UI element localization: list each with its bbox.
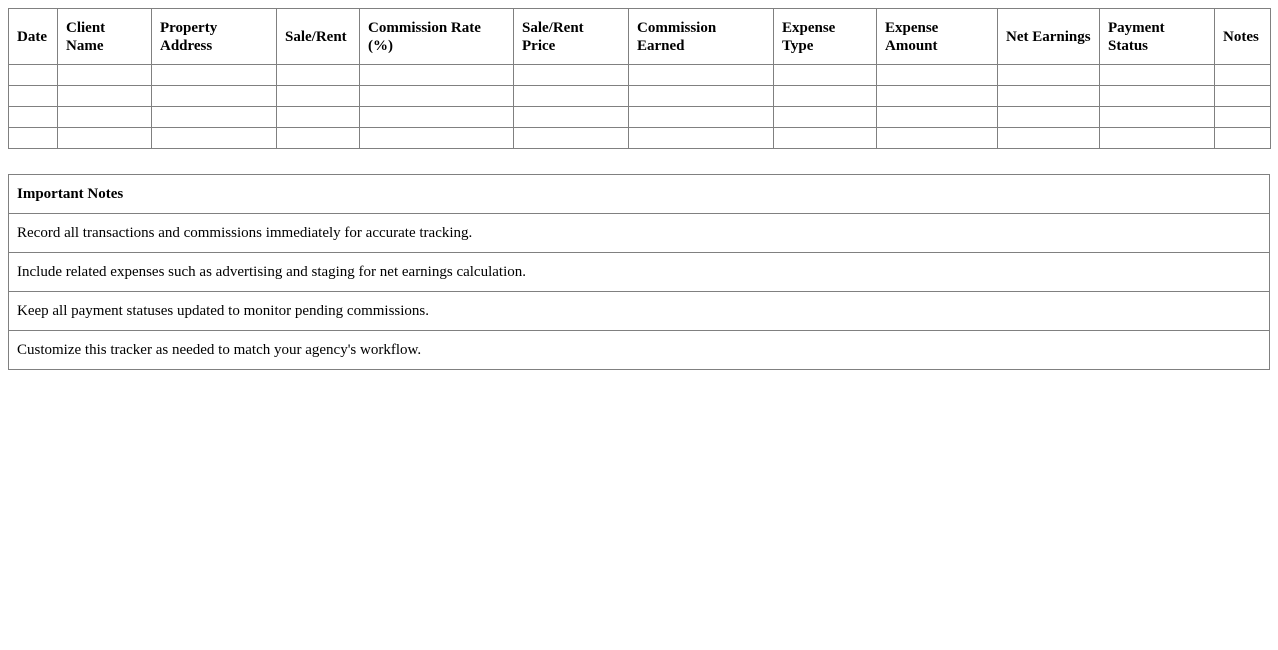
column-header-commission-rate: Commission Rate (%) <box>360 9 514 65</box>
table-row <box>9 65 1271 86</box>
cell-payment-status[interactable] <box>1100 86 1215 107</box>
cell-client-name[interactable] <box>58 65 152 86</box>
cell-client-name[interactable] <box>58 86 152 107</box>
column-header-sale-rent: Sale/Rent <box>277 9 360 65</box>
cell-date[interactable] <box>9 107 58 128</box>
notes-row <box>9 214 1270 253</box>
cell-commission-earned[interactable] <box>629 65 774 86</box>
cell-expense-type[interactable] <box>774 128 877 149</box>
column-header-commission-earned: Commission Earned <box>629 9 774 65</box>
cell-commission-earned[interactable] <box>629 86 774 107</box>
note-item: Customize this tracker as needed to match your agency's workflow. <box>9 331 1270 370</box>
note-item: Include related expenses such as advertising and staging for net earnings calculation. <box>9 253 1270 292</box>
cell-commission-rate[interactable] <box>360 128 514 149</box>
cell-sale-rent-price[interactable] <box>514 86 629 107</box>
commission-tracker-table <box>8 8 1271 149</box>
note-item: Record all transactions and commissions immediately for accurate tracking. <box>9 214 1270 253</box>
cell-expense-amount[interactable] <box>877 128 998 149</box>
cell-property-address[interactable] <box>152 65 277 86</box>
cell-sale-rent-price[interactable] <box>514 107 629 128</box>
cell-sale-rent-price[interactable] <box>514 128 629 149</box>
column-header-net-earnings: Net Earnings <box>998 9 1100 65</box>
cell-date[interactable] <box>9 65 58 86</box>
notes-title: Important Notes <box>9 175 1270 214</box>
notes-row <box>9 253 1270 292</box>
note-item: Keep all payment statuses updated to monitor pending commissions. <box>9 292 1270 331</box>
cell-net-earnings[interactable] <box>998 86 1100 107</box>
cell-commission-rate[interactable] <box>360 107 514 128</box>
column-header-payment-status: Payment Status <box>1100 9 1215 65</box>
cell-commission-rate[interactable] <box>360 65 514 86</box>
cell-expense-type[interactable] <box>774 86 877 107</box>
table-row <box>9 107 1271 128</box>
column-header-property-address: Property Address <box>152 9 277 65</box>
cell-property-address[interactable] <box>152 128 277 149</box>
cell-property-address[interactable] <box>152 86 277 107</box>
cell-commission-earned[interactable] <box>629 128 774 149</box>
notes-header-row <box>9 175 1270 214</box>
cell-sale-rent-price[interactable] <box>514 65 629 86</box>
cell-notes[interactable] <box>1215 107 1271 128</box>
cell-expense-type[interactable] <box>774 107 877 128</box>
notes-row <box>9 331 1270 370</box>
cell-expense-type[interactable] <box>774 65 877 86</box>
cell-date[interactable] <box>9 128 58 149</box>
cell-payment-status[interactable] <box>1100 65 1215 86</box>
important-notes-table <box>8 174 1270 370</box>
cell-date[interactable] <box>9 86 58 107</box>
table-row <box>9 128 1271 149</box>
cell-sale-rent[interactable] <box>277 65 360 86</box>
notes-row <box>9 292 1270 331</box>
cell-net-earnings[interactable] <box>998 65 1100 86</box>
cell-payment-status[interactable] <box>1100 128 1215 149</box>
cell-expense-amount[interactable] <box>877 65 998 86</box>
column-header-sale-rent-price: Sale/Rent Price <box>514 9 629 65</box>
column-header-client-name: Client Name <box>58 9 152 65</box>
cell-client-name[interactable] <box>58 128 152 149</box>
table-row <box>9 86 1271 107</box>
header-row <box>9 9 1271 65</box>
cell-net-earnings[interactable] <box>998 107 1100 128</box>
column-header-expense-type: Expense Type <box>774 9 877 65</box>
cell-net-earnings[interactable] <box>998 128 1100 149</box>
cell-notes[interactable] <box>1215 128 1271 149</box>
cell-sale-rent[interactable] <box>277 86 360 107</box>
cell-sale-rent[interactable] <box>277 128 360 149</box>
cell-expense-amount[interactable] <box>877 86 998 107</box>
column-header-date: Date <box>9 9 58 65</box>
column-header-notes: Notes <box>1215 9 1271 65</box>
cell-sale-rent[interactable] <box>277 107 360 128</box>
cell-client-name[interactable] <box>58 107 152 128</box>
cell-payment-status[interactable] <box>1100 107 1215 128</box>
cell-commission-rate[interactable] <box>360 86 514 107</box>
cell-expense-amount[interactable] <box>877 107 998 128</box>
cell-commission-earned[interactable] <box>629 107 774 128</box>
cell-notes[interactable] <box>1215 86 1271 107</box>
cell-property-address[interactable] <box>152 107 277 128</box>
column-header-expense-amount: Expense Amount <box>877 9 998 65</box>
cell-notes[interactable] <box>1215 65 1271 86</box>
